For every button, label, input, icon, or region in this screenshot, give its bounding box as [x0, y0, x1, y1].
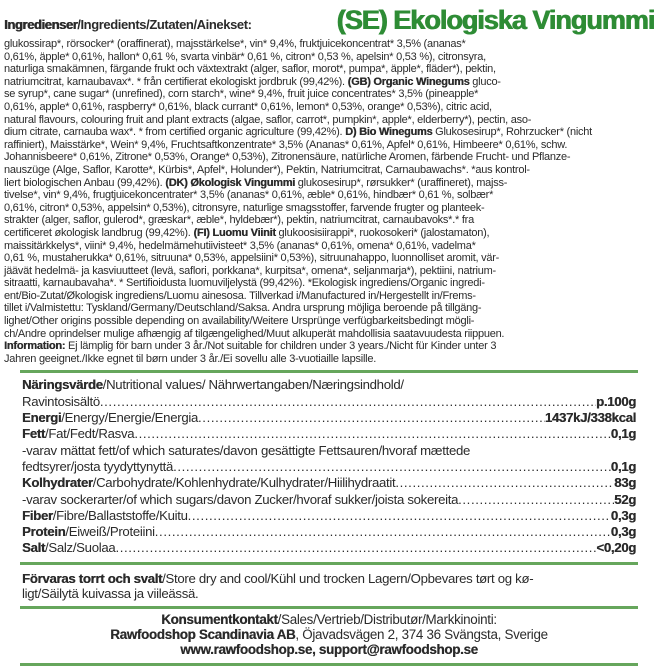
nutrition-row: Energi /Energy/Energie/Energia ..... 1437kJ/338kcal — [22, 410, 636, 426]
nutrition-value: p.100g — [596, 393, 636, 409]
contact-info — [22, 613, 636, 657]
nutrition-row: Salt /Salz/Suolaa ..... <0,20g — [22, 540, 636, 556]
ingredients-line: tivelse*, vin* 9,4%, frugtjuicekoncentrater* 3,5% (ananas* 0,61%, æble* 0,61%, hindbær* 0,61 %, solbær* — [4, 189, 494, 202]
ingredients-line: 0,61%, apple* 0,61%, raspberry* 0,61%, black currant* 0,61%, lemon* 0,53%, orange* 0,53%), citric acid, — [4, 100, 492, 113]
ingredients-line: nauszüge (Alge, Saflor, Karotte*, Kürbis*, Apfel*, Holunder*), Pektin, Natriumcitrat, Carnaubawachs*. *aus kontrol- — [4, 163, 530, 176]
ingredients-line: Johannisbeere* 0,61%, Zitrone* 0,53%, Orange* 0,53%), Zitronensäure, natürliche Aromen, färbende Frucht- und Pflanze- — [4, 151, 571, 164]
nutrition-row: Kolhydrater /Carbohydrate/Kohlenhydrate/Kulhydrater/Hiilihydraatit ..... 83g — [22, 475, 636, 491]
nutrition-value: 1437kJ/338kcal — [544, 410, 636, 426]
dotted-leader — [155, 524, 611, 540]
nutrition-row: Fett /Fat/Fedt/Rasva ..... 0,1g — [22, 426, 636, 442]
ingredients-line: natural flavours, colouring fruit and plant extracts (algae, saflor, carrot*, pumpkin*, apple*, elderberry*), pectin, aso- — [4, 113, 532, 126]
ingredients-line: liert biologischen Anbau (99,42%). (DK) Økologisk Vingummi glukosesirup*, rørsukker* (uraffineret), majss- — [4, 176, 508, 189]
dotted-leader — [173, 459, 611, 475]
dotted-leader — [188, 508, 611, 524]
contact-line: www.rawfoodshop.se, support@rawfoodshop.se — [180, 641, 478, 657]
nutrition-row: Näringsvärde /Nutritional values/ Nährwertangaben/Næringsindhold/ — [22, 377, 404, 393]
nutrition-row: Ravintosisältö ..... p.100g — [22, 394, 636, 410]
divider-top-of-storage — [20, 562, 638, 565]
ingredients-line: 0,61%, citron* 0,53%, appelsin* 0,53%), citronsyre, naturlige smagsstoffer, farvende frugter og planteek- — [4, 201, 485, 214]
label-header — [4, 5, 654, 36]
storage-info — [22, 571, 636, 601]
ingredients-line: 0,61 %, mustaherukka* 0,61%, sitruuna* 0,53%, appelsiini* 0,53%), sitruunahappo, luonnolliset aromit, vär- — [4, 252, 500, 265]
ingredients-line: strakter (alger, saflor, gulerod*, græskar*, æble*, hyldebær*), pektin, natriumcitrat, carnaubavoks*.* fra — [4, 214, 474, 227]
ingredients-line: tillet i/Valmistettu: Tyskland/Germany/Deutschland/Saksa. Andra ursprung möjliga beroende på tillgäng- — [4, 302, 482, 315]
nutrition-row: Protein /Eiweiß/Proteiini ..... 0,3g — [22, 524, 636, 540]
ingredients-heading-translations: /Ingredients/Zutaten/Ainekset: — [77, 17, 252, 32]
ingredients-line: Information: Ej lämplig för barn under 3 år./Not suitable for children under 3 years./Nicht für Kinder unter 3 — [4, 340, 497, 353]
dotted-leader — [198, 410, 545, 426]
product-title: (SE) Ekologiska Vingummi — [336, 5, 654, 35]
ingredients-line: Jahren geeignet./Ikke egnet til børn under 3 år./Ei sovellu alle 3-vuotiaille lapsille. — [4, 352, 377, 365]
ingredients-line: raffiniert), Maisstärke*, Wein* 9,4%, Fruchtsaftkonzentrate* 3,5% (Ananas* 0,61%, Apfel* 0,61%, Himbeere* 0,61%, schw. — [4, 138, 568, 151]
storage-line: Förvaras torrt och svalt/Store dry and cool/Kühl und trocken Lagern/Opbevares tørt og kø- — [22, 570, 534, 586]
nutrition-table — [22, 377, 636, 556]
ingredients-line: natriumcitrat, karnaubavax*. * från certifierat ekologiskt jordbruk (99,42%). (GB) Organic Winegums gluco- — [4, 75, 501, 88]
contact-line: Konsumentkontakt/Sales/Vertrieb/Distributør/Markkinointi: — [161, 612, 497, 628]
ingredients-line: naturliga smakämnen, färgande frukt och växtextrakt (alger, saflor, morot*, pumpa*, äpple*, fläder*), pektin, — [4, 63, 496, 76]
dotted-leader — [458, 492, 614, 508]
nutrition-value: 0,1g — [610, 458, 636, 474]
storage-line: ligt/Säilytä kuivassa ja viileässä. — [22, 585, 199, 601]
nutrition-value: 52g — [614, 491, 636, 507]
ingredients-heading-word: Ingredienser — [4, 17, 78, 32]
ingredients-line: maissitärkkelys*, viini* 9,4%, hedelmämehutiivisteet* 3,5% (ananas* 0,61%, omena* 0,61%, vadelma* — [4, 239, 476, 252]
nutrition-value: 0,3g — [610, 524, 636, 540]
ingredients-line: ch/Andre oprindelser mulige afhængig af tilgængelighed/Muut alkuperät mahdollisia saatavuudesta riippuen. — [4, 327, 505, 340]
divider-top-of-nutrition — [20, 370, 638, 373]
ingredients-line: 0,61%, äpple* 0,61%, hallon* 0,61 %, svarta vinbär* 0,61 %, citron* 0,53 %, apelsin* 0,53 %), citronsyra, — [4, 50, 486, 63]
ingredients-line: se syrup*, cane sugar* (unrefined), corn starch*, wine* 9,4%, fruit juice concentrates* 3,5% (pineapple* — [4, 88, 479, 101]
contact-line: Rawfoodshop Scandinavia AB, Öjavadsvägen 2, 374 36 Svängsta, Sverige — [110, 626, 548, 642]
nutrition-value: <0,20g — [596, 540, 636, 556]
dotted-leader — [395, 475, 614, 491]
ingredients-line: dium citrate, carnauba wax*. * from certified organic agriculture (99,42%). D) Bio Winegums Glukosesirup*, Rohrzucker* (nicht — [4, 126, 592, 139]
nutrition-value: 0,3g — [610, 507, 636, 523]
nutrition-row: -varav mättat fett/of which saturates/davon gesättigte Fettsauren/hvoraf mættede — [22, 442, 471, 458]
ingredients-line: lighet/Other origins possible depending on availability/Weitere Ursprünge verfügbarkeitsbedingt mögli- — [4, 315, 475, 328]
nutrition-value: 0,1g — [610, 426, 636, 442]
ingredients-line: sitraatti, karnaubavaha*. * Sertifioidusta luomuviljelystä (99,42%). *Ekologisk ingrediens/Organic ingredi- — [4, 277, 485, 290]
ingredients-line: jäävät hedelmä- ja kasviuutteet (levä, saflori, porkkana*, kurpitsa*, omena*, seljanmarja*), pektiini, natrium- — [4, 264, 496, 277]
ingredients-line: glukossirap*, rörsocker* (oraffinerat), majsstärkelse*, vin* 9,4%, fruktjuicekoncentrat* 3,5% (ananas* — [4, 38, 466, 50]
ingredients-line: ent/Bio-Zutat/Økologisk ingrediens/Luomu ainesosa. Tillverkad i/Manufactured in/Hergestellt in/Frems- — [4, 289, 476, 302]
dotted-leader — [134, 426, 610, 442]
divider-top-of-contact — [20, 606, 638, 609]
nutrition-row: Fiber /Fibre/Ballaststoffe/Kuitu ..... 0,3g — [22, 508, 636, 524]
nutrition-row: fedtsyrer/josta tyydyttynyttä ..... 0,1g — [22, 459, 636, 475]
dotted-leader — [100, 394, 596, 410]
ingredients-heading — [4, 17, 252, 32]
nutrition-value: 83g — [614, 475, 636, 491]
nutrition-row: -varav sockerarter/of which sugars/davon Zucker/hvoraf sukker/joista sokereita ..... 52g — [22, 492, 636, 508]
divider-bottom — [20, 663, 638, 666]
dotted-leader — [115, 540, 596, 556]
ingredients-text — [4, 38, 654, 365]
ingredients-line: certificeret økologisk landbrug (99,42%). (FI) Luomu Viinit glukoosisiirappi*, ruokosokeri* (jalostamaton), — [4, 226, 490, 239]
